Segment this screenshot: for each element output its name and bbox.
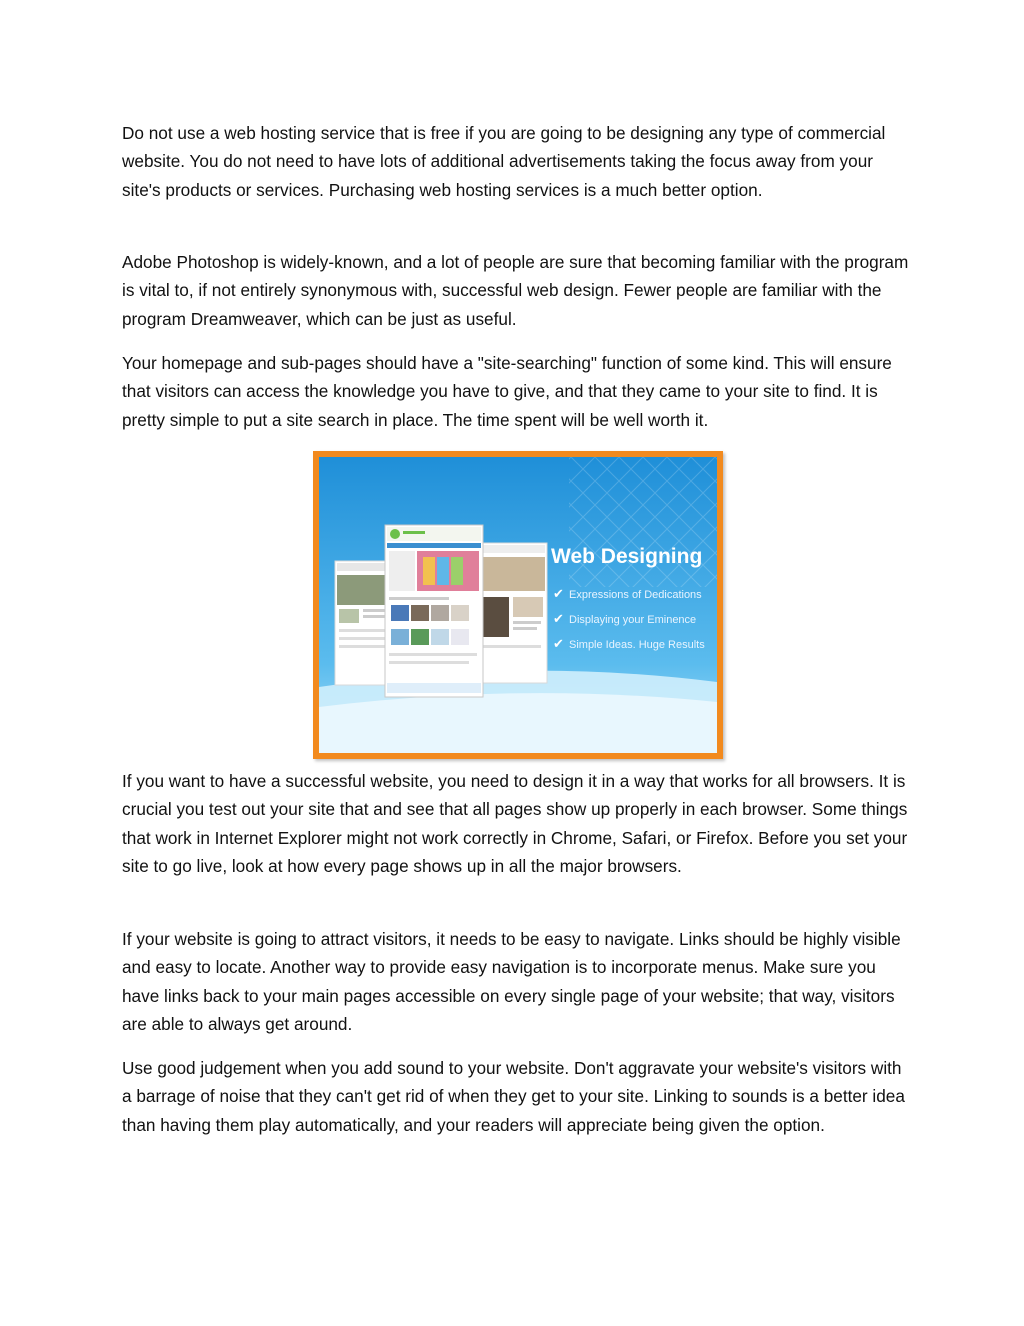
check-icon: ✔ bbox=[553, 636, 564, 651]
figure-item-1: Expressions of Dedications bbox=[569, 589, 702, 601]
front-page-mockup bbox=[385, 525, 483, 697]
web-designing-illustration bbox=[319, 457, 717, 753]
web-designing-figure bbox=[313, 451, 723, 759]
paragraph-sound: Use good judgement when you add sound to your website. Don't aggravate your website's visitors with a barrage of noise that they can't get rid of when they get to your site. Linking to sounds is a better idea than having them play automatically, and your readers will appreciate being given the option. bbox=[122, 1058, 905, 1135]
figure-item-2: Displaying your Eminence bbox=[569, 614, 697, 626]
paragraph-photoshop: Adobe Photoshop is widely-known, and a lot of people are sure that becoming familiar with the program is vital to, if not entirely synonymous with, successful web design. Fewer people are familiar with the program Dreamweaver, which can be just as useful. bbox=[122, 252, 909, 329]
paragraph-browsers: If you want to have a successful website, you need to design it in a way that works for all browsers. It is crucial you test out your site that and see that all pages show up properly in each browser. Some things that work in Internet Explorer might not work correctly in Chrome, Safari, or Firefox. Before you set your site to go live, look at how every page shows up in all the major browsers. bbox=[122, 771, 908, 876]
paragraph-site-search: Your homepage and sub-pages should have a "site-searching" function of some kind. This will ensure that visitors can access the knowledge you have to give, and that they came to your site to find. It is pretty simple to put a site search in place. The time spent will be well worth it. bbox=[122, 353, 892, 430]
figure-title: Web Designing bbox=[551, 545, 703, 568]
paragraph-free-hosting: Do not use a web hosting service that is free if you are going to be designing any type of commercial website. You do not need to have lots of additional advertisements taking the focus away from your site's products or services. Purchasing web hosting services is a much better option. bbox=[122, 123, 886, 200]
check-icon: ✔ bbox=[553, 611, 564, 626]
figure-item-3: Simple Ideas. Huge Results bbox=[569, 639, 705, 651]
right-page-mockup bbox=[477, 543, 547, 683]
check-icon: ✔ bbox=[553, 586, 564, 601]
paragraph-navigation: If your website is going to attract visitors, it needs to be easy to navigate. Links should be highly visible and easy to locate. Another way to provide easy navigation is to incorporate menus. Make sure you have links back to your main pages accessible on every single page of your website; that way, visitors are able to always get around. bbox=[122, 929, 901, 1034]
